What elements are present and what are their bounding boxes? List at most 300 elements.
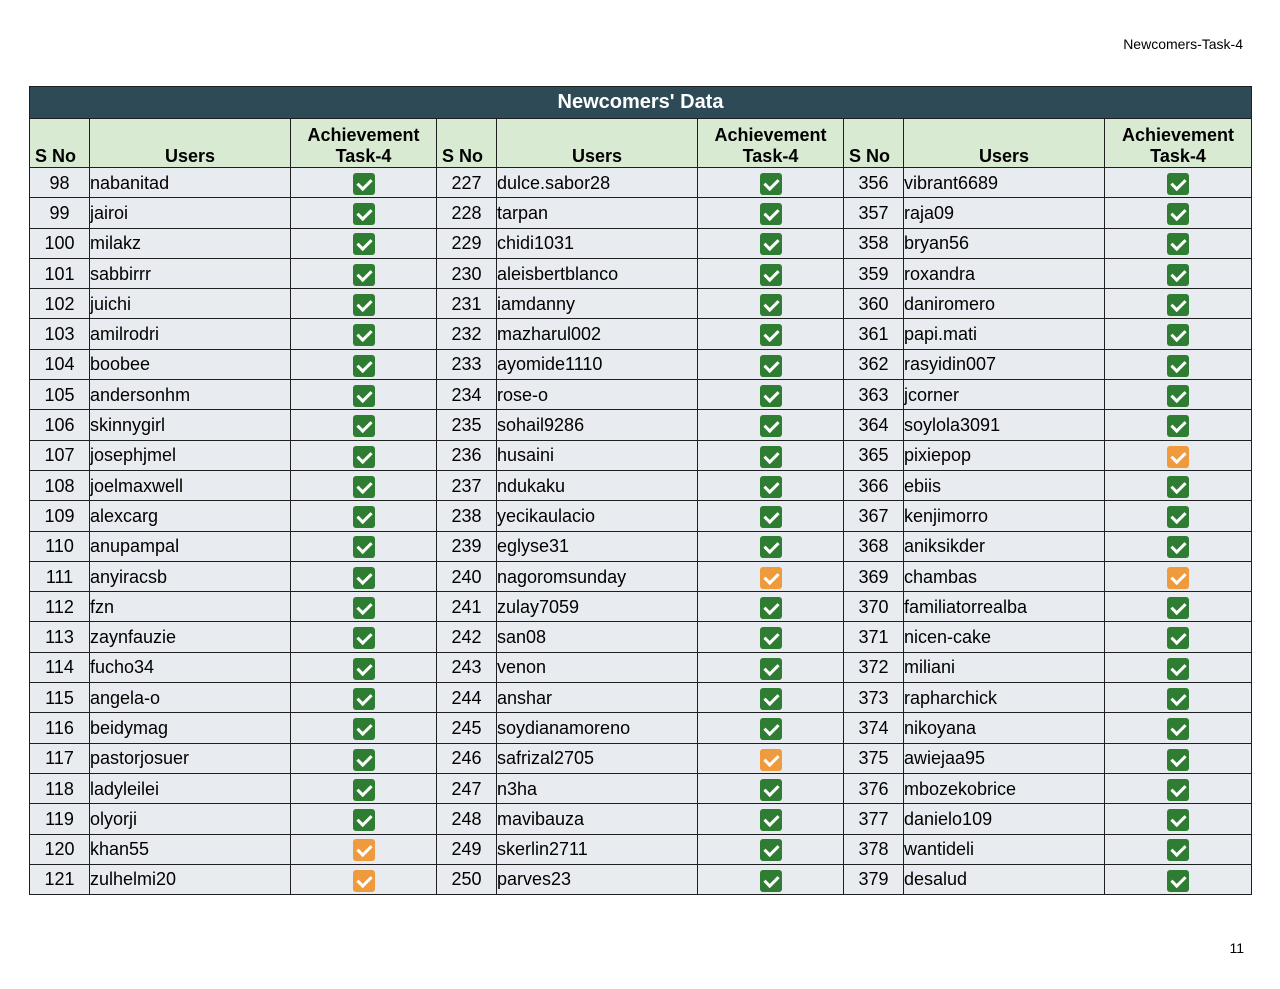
sno-cell: 250 (437, 864, 497, 894)
achievement-cell (698, 380, 844, 410)
user-cell: dulce.sabor28 (497, 168, 698, 198)
user-cell: khan55 (90, 834, 291, 864)
user-cell: kenjimorro (904, 501, 1105, 531)
checked-box-icon (353, 294, 375, 316)
achievement-cell (698, 713, 844, 743)
achievement-cell (1105, 713, 1252, 743)
checked-box-icon (353, 718, 375, 740)
sno-cell: 356 (844, 168, 904, 198)
user-cell: daniromero (904, 289, 1105, 319)
user-cell: sohail9286 (497, 410, 698, 440)
checked-box-icon (1167, 173, 1189, 195)
user-cell: zulay7059 (497, 592, 698, 622)
checked-box-icon (1167, 809, 1189, 831)
achievement-cell (291, 258, 437, 288)
user-cell: mavibauza (497, 804, 698, 834)
sno-cell: 233 (437, 349, 497, 379)
checked-box-icon (760, 688, 782, 710)
checked-box-icon (1167, 203, 1189, 225)
sno-cell: 362 (844, 349, 904, 379)
table-row (30, 168, 1252, 198)
checked-box-icon (1167, 718, 1189, 740)
achievement-cell (698, 470, 844, 500)
sno-cell: 249 (437, 834, 497, 864)
achievement-cell (1105, 198, 1252, 228)
achievement-cell (1105, 864, 1252, 894)
checked-box-icon (760, 264, 782, 286)
user-cell: anshar (497, 683, 698, 713)
user-cell: vibrant6689 (904, 168, 1105, 198)
checked-box-icon (353, 567, 375, 589)
achievement-cell (1105, 561, 1252, 591)
user-cell: venon (497, 652, 698, 682)
checked-box-icon (353, 688, 375, 710)
achievement-cell (291, 683, 437, 713)
checked-box-icon (353, 749, 375, 771)
checked-box-icon (353, 446, 375, 468)
achievement-cell (291, 773, 437, 803)
table-row (30, 531, 1252, 561)
sno-cell: 231 (437, 289, 497, 319)
sno-cell: 366 (844, 470, 904, 500)
user-cell: anupampal (90, 531, 291, 561)
sno-cell: 358 (844, 228, 904, 258)
achievement-cell (698, 198, 844, 228)
user-cell: bryan56 (904, 228, 1105, 258)
checked-box-icon (760, 779, 782, 801)
user-cell: olyorji (90, 804, 291, 834)
achievement-cell (1105, 652, 1252, 682)
header-achievement (698, 119, 844, 168)
orange-checked-box-icon (760, 749, 782, 771)
header-sno: S No (437, 119, 497, 168)
achievement-cell (698, 683, 844, 713)
sno-cell: 243 (437, 652, 497, 682)
user-cell: safrizal2705 (497, 743, 698, 773)
achievement-cell (698, 228, 844, 258)
checked-box-icon (1167, 294, 1189, 316)
user-cell: familiatorrealba (904, 592, 1105, 622)
achievement-cell (1105, 440, 1252, 470)
checked-box-icon (1167, 749, 1189, 771)
user-cell: awiejaa95 (904, 743, 1105, 773)
sno-cell: 375 (844, 743, 904, 773)
user-cell: pixiepop (904, 440, 1105, 470)
achievement-cell (698, 168, 844, 198)
achievement-cell (291, 561, 437, 591)
user-cell: milakz (90, 228, 291, 258)
user-cell: roxandra (904, 258, 1105, 288)
table-row (30, 349, 1252, 379)
user-cell: nagoromsunday (497, 561, 698, 591)
achievement-cell (1105, 592, 1252, 622)
sno-cell: 244 (437, 683, 497, 713)
user-cell: iamdanny (497, 289, 698, 319)
achievement-cell (698, 410, 844, 440)
sno-cell: 232 (437, 319, 497, 349)
table-row (30, 713, 1252, 743)
sno-cell: 103 (30, 319, 90, 349)
achievement-cell (698, 834, 844, 864)
sno-cell: 360 (844, 289, 904, 319)
checked-box-icon (1167, 627, 1189, 649)
achievement-cell (698, 289, 844, 319)
header-sno: S No (844, 119, 904, 168)
user-cell: aleisbertblanco (497, 258, 698, 288)
user-cell: andersonhm (90, 380, 291, 410)
checked-box-icon (1167, 536, 1189, 558)
user-cell: jairoi (90, 198, 291, 228)
user-cell: angela-o (90, 683, 291, 713)
sno-cell: 111 (30, 561, 90, 591)
orange-checked-box-icon (353, 870, 375, 892)
checked-box-icon (1167, 264, 1189, 286)
sno-cell: 229 (437, 228, 497, 258)
user-cell: tarpan (497, 198, 698, 228)
sno-cell: 114 (30, 652, 90, 682)
sno-cell: 238 (437, 501, 497, 531)
checked-box-icon (1167, 870, 1189, 892)
checked-box-icon (353, 324, 375, 346)
user-cell: jcorner (904, 380, 1105, 410)
table-row (30, 622, 1252, 652)
sno-cell: 379 (844, 864, 904, 894)
checked-box-icon (1167, 658, 1189, 680)
user-cell: ebiis (904, 470, 1105, 500)
user-cell: soylola3091 (904, 410, 1105, 440)
user-cell: pastorjosuer (90, 743, 291, 773)
user-cell: skerlin2711 (497, 834, 698, 864)
table-row (30, 652, 1252, 682)
sno-cell: 110 (30, 531, 90, 561)
sno-cell: 371 (844, 622, 904, 652)
user-cell: eglyse31 (497, 531, 698, 561)
checked-box-icon (760, 718, 782, 740)
user-cell: papi.mati (904, 319, 1105, 349)
achievement-cell (291, 864, 437, 894)
sno-cell: 373 (844, 683, 904, 713)
achievement-cell (291, 622, 437, 652)
sno-cell: 105 (30, 380, 90, 410)
page-number: 11 (1229, 940, 1244, 956)
checked-box-icon (353, 415, 375, 437)
checked-box-icon (1167, 506, 1189, 528)
header-achievement-line2: Task-4 (335, 146, 392, 166)
table-row (30, 592, 1252, 622)
achievement-cell (1105, 228, 1252, 258)
checked-box-icon (353, 385, 375, 407)
user-cell: sabbirrr (90, 258, 291, 288)
achievement-cell (1105, 258, 1252, 288)
table-row (30, 198, 1252, 228)
sno-cell: 363 (844, 380, 904, 410)
sno-cell: 116 (30, 713, 90, 743)
user-cell: rose-o (497, 380, 698, 410)
header-achievement (291, 119, 437, 168)
table-row (30, 289, 1252, 319)
achievement-cell (291, 319, 437, 349)
achievement-cell (1105, 319, 1252, 349)
checked-box-icon (760, 536, 782, 558)
orange-checked-box-icon (1167, 446, 1189, 468)
achievement-cell (698, 319, 844, 349)
checked-box-icon (1167, 355, 1189, 377)
sno-cell: 242 (437, 622, 497, 652)
checked-box-icon (1167, 385, 1189, 407)
user-cell: beidymag (90, 713, 291, 743)
sno-cell: 98 (30, 168, 90, 198)
table-title: Newcomers' Data (30, 87, 1252, 119)
sno-cell: 357 (844, 198, 904, 228)
checked-box-icon (760, 385, 782, 407)
user-cell: mbozekobrice (904, 773, 1105, 803)
checked-box-icon (760, 658, 782, 680)
achievement-cell (1105, 168, 1252, 198)
sno-cell: 240 (437, 561, 497, 591)
table-row (30, 561, 1252, 591)
achievement-cell (291, 198, 437, 228)
checked-box-icon (353, 264, 375, 286)
checked-box-icon (353, 627, 375, 649)
user-cell: rapharchick (904, 683, 1105, 713)
sno-cell: 112 (30, 592, 90, 622)
achievement-cell (698, 440, 844, 470)
checked-box-icon (353, 203, 375, 225)
checked-box-icon (353, 536, 375, 558)
achievement-cell (291, 743, 437, 773)
achievement-cell (698, 531, 844, 561)
user-cell: juichi (90, 289, 291, 319)
table-row (30, 864, 1252, 894)
achievement-cell (1105, 289, 1252, 319)
checked-box-icon (1167, 415, 1189, 437)
table-header-row (30, 119, 1252, 168)
table-row (30, 228, 1252, 258)
user-cell: danielo109 (904, 804, 1105, 834)
user-cell: yecikaulacio (497, 501, 698, 531)
user-cell: ayomide1110 (497, 349, 698, 379)
checked-box-icon (760, 173, 782, 195)
table-body (30, 168, 1252, 895)
achievement-cell (1105, 773, 1252, 803)
user-cell: fzn (90, 592, 291, 622)
sno-cell: 234 (437, 380, 497, 410)
checked-box-icon (353, 779, 375, 801)
checked-box-icon (353, 597, 375, 619)
header-achievement-line1: Achievement (714, 125, 827, 145)
sno-cell: 370 (844, 592, 904, 622)
checked-box-icon (353, 476, 375, 498)
sno-cell: 117 (30, 743, 90, 773)
sno-cell: 246 (437, 743, 497, 773)
achievement-cell (291, 804, 437, 834)
table-row (30, 743, 1252, 773)
sno-cell: 107 (30, 440, 90, 470)
sno-cell: 121 (30, 864, 90, 894)
user-cell: aniksikder (904, 531, 1105, 561)
table-row (30, 683, 1252, 713)
sno-cell: 364 (844, 410, 904, 440)
sno-cell: 374 (844, 713, 904, 743)
achievement-cell (1105, 834, 1252, 864)
user-cell: fucho34 (90, 652, 291, 682)
achievement-cell (1105, 380, 1252, 410)
sno-cell: 109 (30, 501, 90, 531)
running-head: Newcomers-Task-4 (1123, 36, 1243, 52)
achievement-cell (698, 652, 844, 682)
sno-cell: 377 (844, 804, 904, 834)
achievement-cell (698, 743, 844, 773)
checked-box-icon (1167, 688, 1189, 710)
sno-cell: 248 (437, 804, 497, 834)
table-row (30, 258, 1252, 288)
user-cell: miliani (904, 652, 1105, 682)
achievement-cell (698, 349, 844, 379)
user-cell: nikoyana (904, 713, 1105, 743)
checked-box-icon (353, 173, 375, 195)
achievement-cell (698, 501, 844, 531)
checked-box-icon (760, 476, 782, 498)
orange-checked-box-icon (1167, 567, 1189, 589)
checked-box-icon (760, 597, 782, 619)
sno-cell: 239 (437, 531, 497, 561)
sno-cell: 368 (844, 531, 904, 561)
achievement-cell (698, 864, 844, 894)
achievement-cell (291, 470, 437, 500)
achievement-cell (1105, 683, 1252, 713)
user-cell: n3ha (497, 773, 698, 803)
header-achievement (1105, 119, 1252, 168)
sno-cell: 236 (437, 440, 497, 470)
user-cell: amilrodri (90, 319, 291, 349)
sno-cell: 100 (30, 228, 90, 258)
achievement-cell (291, 380, 437, 410)
sno-cell: 245 (437, 713, 497, 743)
user-cell: nicen-cake (904, 622, 1105, 652)
sno-cell: 227 (437, 168, 497, 198)
sno-cell: 241 (437, 592, 497, 622)
achievement-cell (1105, 804, 1252, 834)
user-cell: mazharul002 (497, 319, 698, 349)
sno-cell: 235 (437, 410, 497, 440)
user-cell: anyiracsb (90, 561, 291, 591)
sno-cell: 230 (437, 258, 497, 288)
checked-box-icon (353, 658, 375, 680)
checked-box-icon (760, 203, 782, 225)
achievement-cell (698, 773, 844, 803)
sno-cell: 108 (30, 470, 90, 500)
sno-cell: 120 (30, 834, 90, 864)
table-row (30, 440, 1252, 470)
user-cell: josephjmel (90, 440, 291, 470)
user-cell: boobee (90, 349, 291, 379)
achievement-cell (291, 834, 437, 864)
user-cell: chidi1031 (497, 228, 698, 258)
sno-cell: 113 (30, 622, 90, 652)
achievement-cell (1105, 470, 1252, 500)
achievement-cell (698, 622, 844, 652)
user-cell: ladyleilei (90, 773, 291, 803)
user-cell: joelmaxwell (90, 470, 291, 500)
achievement-cell (1105, 501, 1252, 531)
table-row (30, 380, 1252, 410)
user-cell: chambas (904, 561, 1105, 591)
checked-box-icon (1167, 779, 1189, 801)
checked-box-icon (760, 446, 782, 468)
checked-box-icon (1167, 597, 1189, 619)
achievement-cell (1105, 410, 1252, 440)
sno-cell: 101 (30, 258, 90, 288)
achievement-cell (698, 561, 844, 591)
user-cell: alexcarg (90, 501, 291, 531)
checked-box-icon (1167, 839, 1189, 861)
table-row (30, 834, 1252, 864)
checked-box-icon (760, 627, 782, 649)
header-achievement-line2: Task-4 (742, 146, 799, 166)
sno-cell: 118 (30, 773, 90, 803)
checked-box-icon (353, 506, 375, 528)
table-row (30, 804, 1252, 834)
achievement-cell (291, 168, 437, 198)
sno-cell: 115 (30, 683, 90, 713)
user-cell: parves23 (497, 864, 698, 894)
checked-box-icon (1167, 324, 1189, 346)
sno-cell: 106 (30, 410, 90, 440)
achievement-cell (291, 531, 437, 561)
achievement-cell (698, 592, 844, 622)
header-achievement-line1: Achievement (1121, 125, 1235, 145)
sno-cell: 367 (844, 501, 904, 531)
checked-box-icon (760, 506, 782, 528)
orange-checked-box-icon (353, 839, 375, 861)
user-cell: wantideli (904, 834, 1105, 864)
checked-box-icon (760, 870, 782, 892)
table-row (30, 319, 1252, 349)
user-cell: ndukaku (497, 470, 698, 500)
checked-box-icon (353, 809, 375, 831)
sno-cell: 237 (437, 470, 497, 500)
user-cell: soydianamoreno (497, 713, 698, 743)
checked-box-icon (760, 324, 782, 346)
achievement-cell (291, 440, 437, 470)
user-cell: nabanitad (90, 168, 291, 198)
sno-cell: 376 (844, 773, 904, 803)
header-achievement-line2: Task-4 (1150, 146, 1206, 166)
checked-box-icon (353, 355, 375, 377)
checked-box-icon (760, 809, 782, 831)
user-cell: san08 (497, 622, 698, 652)
user-cell: zaynfauzie (90, 622, 291, 652)
sno-cell: 102 (30, 289, 90, 319)
sno-cell: 104 (30, 349, 90, 379)
achievement-cell (1105, 743, 1252, 773)
table-row (30, 501, 1252, 531)
orange-checked-box-icon (760, 567, 782, 589)
checked-box-icon (1167, 233, 1189, 255)
user-cell: rasyidin007 (904, 349, 1105, 379)
header-achievement-line1: Achievement (307, 125, 420, 145)
achievement-cell (291, 410, 437, 440)
user-cell: raja09 (904, 198, 1105, 228)
checked-box-icon (760, 294, 782, 316)
achievement-cell (291, 289, 437, 319)
achievement-cell (291, 501, 437, 531)
user-cell: desalud (904, 864, 1105, 894)
achievement-cell (291, 713, 437, 743)
achievement-cell (291, 652, 437, 682)
sno-cell: 99 (30, 198, 90, 228)
table-row (30, 470, 1252, 500)
